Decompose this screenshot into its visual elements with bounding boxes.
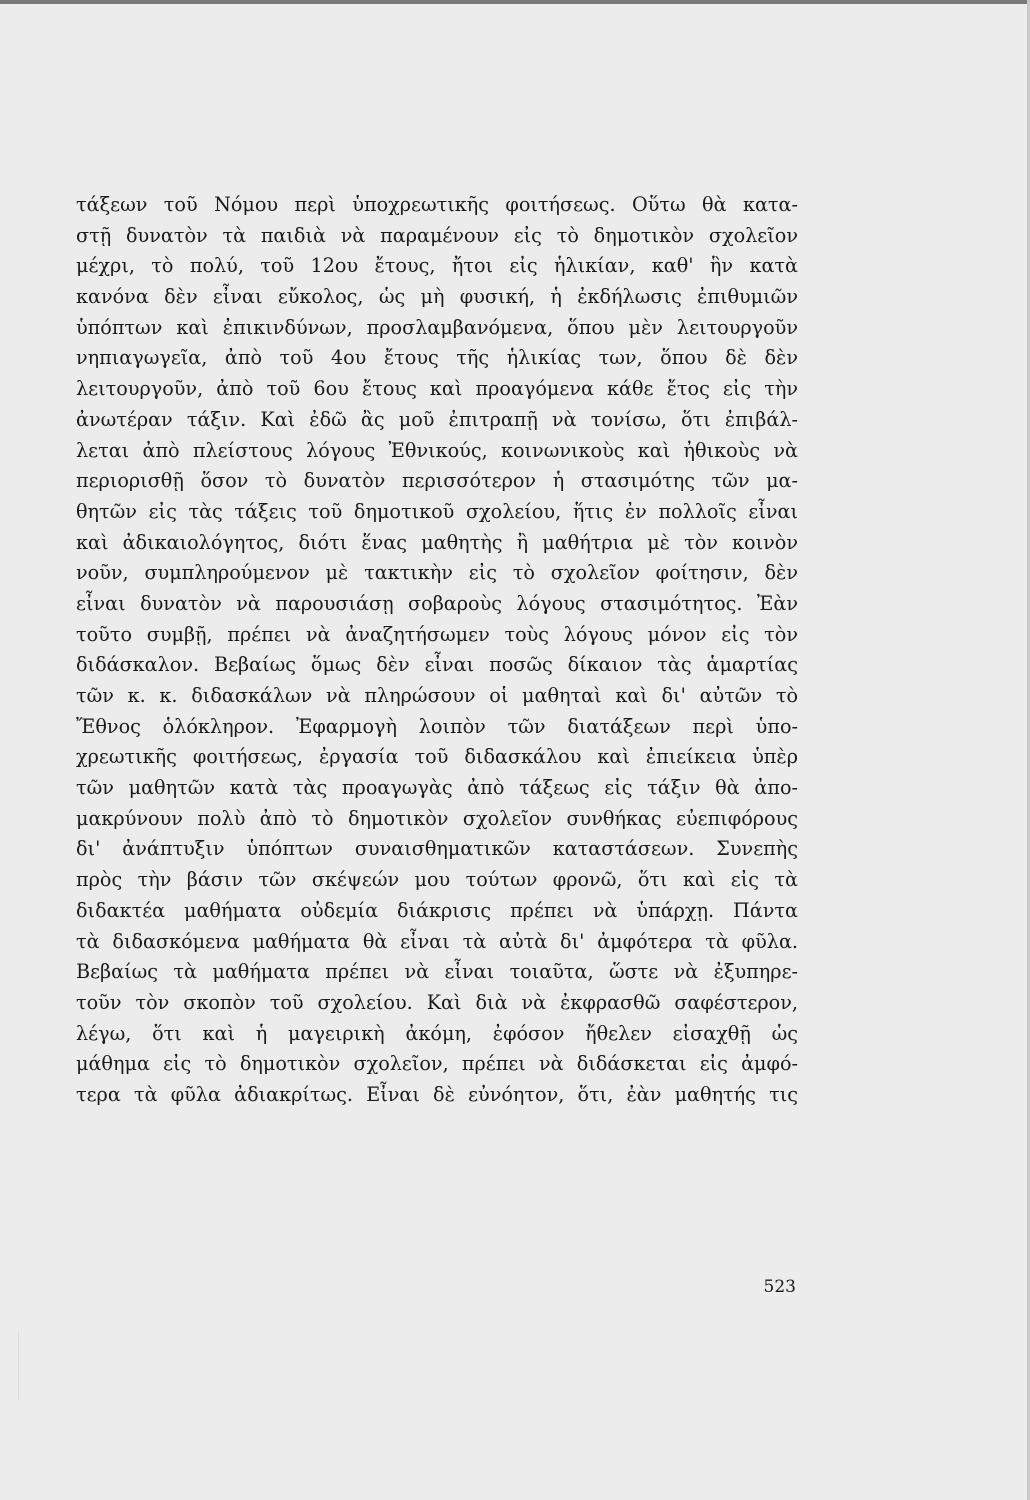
text-line: νοῦν, συμπληρούμενον μὲ τακτικὴν εἰς τὸ σχολεῖον φοίτησιν, δὲν [76, 561, 798, 585]
text-line: τῶν μαθητῶν κατὰ τὰς προαγωγὰς ἀπὸ τάξεως εἰς τάξιν θὰ ἀπο- [76, 776, 798, 800]
page-top-edge [0, 0, 1030, 4]
text-line: λειτουργοῦν, ἀπὸ τοῦ 6ου ἔτους καὶ προαγόμενα κάθε ἔτος εἰς τὴν [76, 377, 798, 401]
text-line: τὰ διδασκόμενα μαθήματα θὰ εἶναι τὰ αὐτὰ δι' ἀμφότερα τὰ φῦλα. [76, 929, 798, 953]
text-line: νηπιαγωγεῖα, ἀπὸ τοῦ 4ου ἔτους τῆς ἡλικίας των, ὅπου δὲ δὲν [76, 346, 798, 370]
text-line: τάξεων τοῦ Νόμου περὶ ὑποχρεωτικῆς φοιτήσεως. Οὕτω θὰ κατα- [76, 193, 798, 216]
margin-mark [18, 1330, 35, 1400]
text-line: θητῶν εἰς τὰς τάξεις τοῦ δημοτικοῦ σχολείου, ἥτις ἐν πολλοῖς εἶναι [76, 499, 798, 523]
text-line: περιορισθῇ ὅσον τὸ δυνατὸν περισσότερον ἡ στασιμότης τῶν μα- [76, 469, 798, 493]
text-line: μάθημα εἰς τὸ δημοτικὸν σχολεῖον, πρέπει νὰ διδάσκεται εἰς ἀμφό- [76, 1052, 798, 1076]
text-line: Ἔθνος ὁλόκληρον. Ἐφαρμογὴ λοιπὸν τῶν διατάξεων περὶ ὑπο- [76, 714, 798, 738]
text-line: τοῦτο συμβῇ, πρέπει νὰ ἀναζητήσωμεν τοὺς λόγους μόνον εἰς τὸν [76, 622, 798, 646]
text-line: χρεωτικῆς φοιτήσεως, ἐργασία τοῦ διδασκάλου καὶ ἐπιείκεια ὑπὲρ [76, 745, 798, 769]
text-line: καὶ ἀδικαιολόγητος, διότι ἕνας μαθητὴς ἢ μαθήτρια μὲ τὸν κοινὸν [76, 530, 798, 554]
text-line: μακρύνουν πολὺ ἀπὸ τὸ δημοτικὸν σχολεῖον συνθήκας εὐεπιφόρους [76, 806, 798, 830]
text-line: δι' ἀνάπτυξιν ὑπόπτων συναισθηματικῶν καταστάσεων. Συνεπὴς [76, 837, 798, 861]
text-line: τερα τὰ φῦλα ἀδιακρίτως. Εἶναι δὲ εὐνόητον, ὅτι, ἐὰν μαθητής τις [76, 1082, 798, 1106]
page-number: 523 [763, 1277, 796, 1297]
text-line: μέχρι, τὸ πολύ, τοῦ 12ου ἔτους, ἤτοι εἰς ἡλικίαν, καθ' ἣν κατὰ [76, 254, 798, 278]
text-line: τῶν κ. κ. διδασκάλων νὰ πληρώσουν οἱ μαθηταὶ καὶ δι' αὐτῶν τὸ [76, 684, 798, 707]
text-line: στῇ δυνατὸν τὰ παιδιὰ νὰ παραμένουν εἰς τὸ δημοτικὸν σχολεῖον [76, 223, 798, 247]
text-line: διδακτέα μαθήματα οὐδεμία διάκρισις πρέπει νὰ ὑπάρχῃ. Πάντα [76, 898, 798, 922]
text-line: ὑπόπτων καὶ ἐπικινδύνων, προσλαμβανόμενα, ὅπου μὲν λειτουργοῦν [76, 315, 798, 339]
body-text [76, 190, 798, 1111]
text-line: πρὸς τὴν βάσιν τῶν σκέψεών μου τούτων φρονῶ, ὅτι καὶ εἰς τὰ [76, 868, 798, 892]
text-line: ἀνωτέραν τάξιν. Καὶ ἐδῶ ἂς μοῦ ἐπιτραπῇ νὰ τονίσω, ὅτι ἐπιβάλ- [76, 407, 798, 431]
text-line: Βεβαίως τὰ μαθήματα πρέπει νὰ εἶναι τοιαῦτα, ὥστε νὰ ἐξυπηρε- [76, 960, 798, 984]
text-line: λέγω, ὅτι καὶ ἡ μαγειρικὴ ἀκόμη, ἐφόσον ἤθελεν εἰσαχθῇ ὡς [76, 1021, 798, 1045]
text-line: διδάσκαλον. Βεβαίως ὅμως δὲν εἶναι ποσῶς δίκαιον τὰς ἁμαρτίας [76, 653, 798, 677]
text-line: τοῦν τὸν σκοπὸν τοῦ σχολείου. Καὶ διὰ νὰ ἐκφρασθῶ σαφέστερον, [76, 990, 798, 1014]
text-line: εἶναι δυνατὸν νὰ παρουσιάσῃ σοβαροὺς λόγους στασιμότητος. Ἐὰν [76, 591, 798, 615]
text-line: λεται ἀπὸ πλείστους λόγους Ἐθνικούς, κοινωνικοὺς καὶ ἠθικοὺς νὰ [76, 438, 798, 462]
text-line: κανόνα δὲν εἶναι εὔκολος, ὡς μὴ φυσική, ἡ ἐκδήλωσις ἐπιθυμιῶν [76, 285, 798, 309]
